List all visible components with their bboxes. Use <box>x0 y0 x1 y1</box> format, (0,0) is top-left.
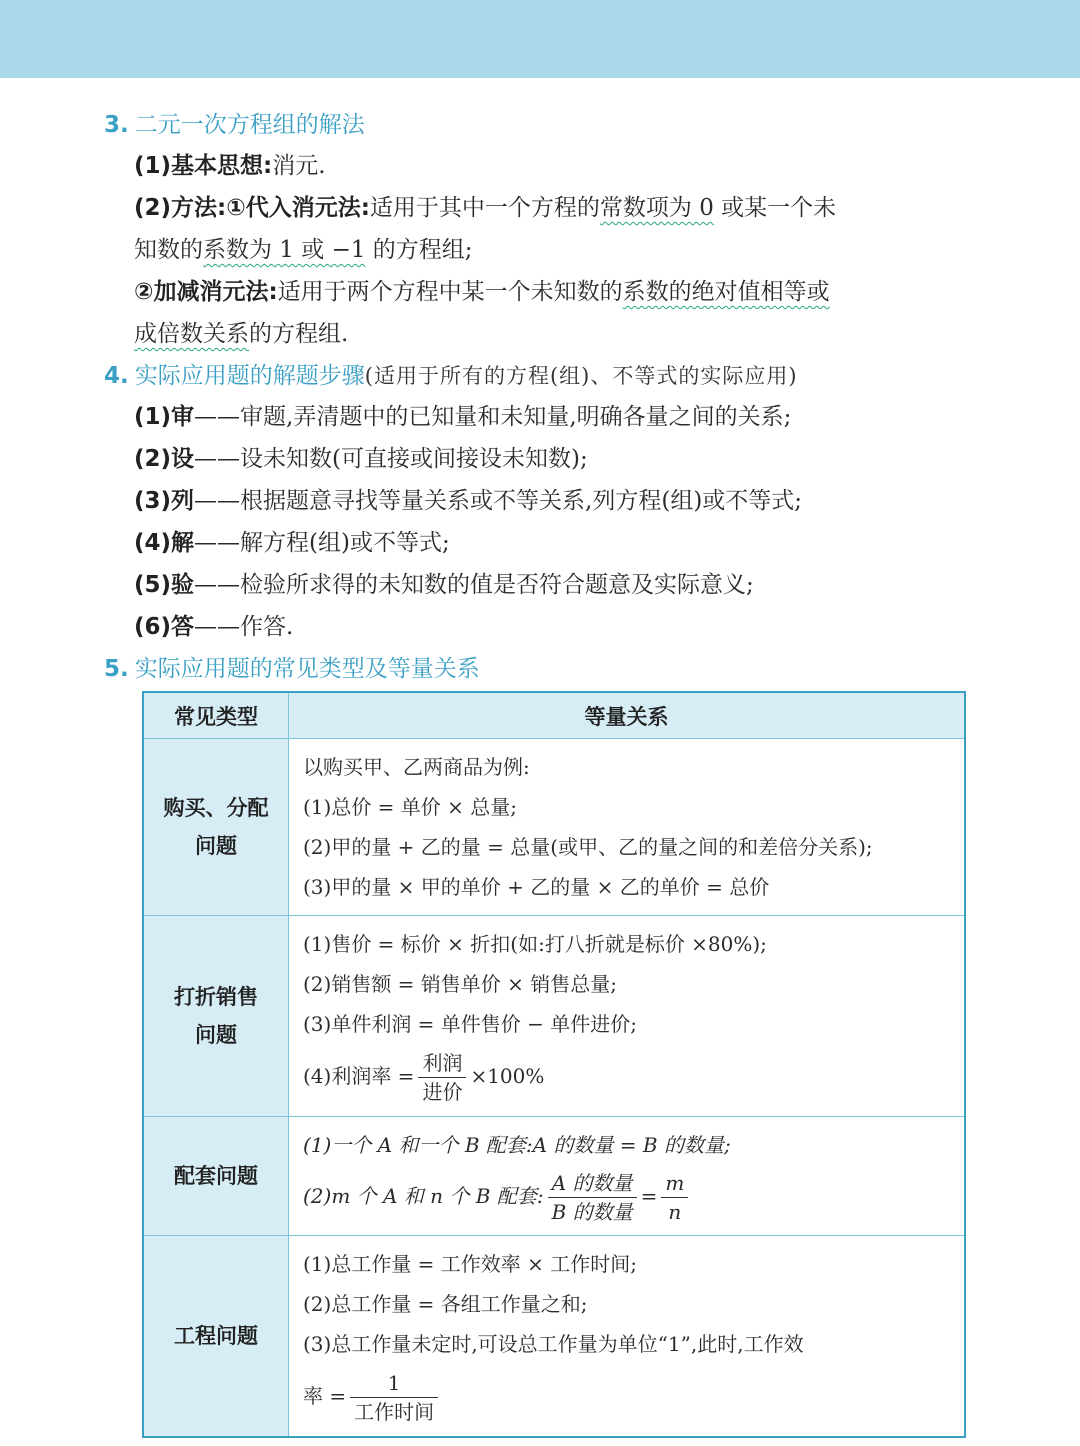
step-1: (1)审——审题,弄清题中的已知量和未知量,明确各量之间的关系; <box>134 404 792 430</box>
sec3-line-1: (1)基本思想:消元. <box>134 153 326 179</box>
row-relations-engineering: (1)总工作量 = 工作效率 × 工作时间; (2)总工作量 = 各组工作量之和; (3)总工作量未定时,可设总工作量为单位“1”,此时,工作效 率 = $\frac{1}{\text{工作时间}}$ <box>289 1236 966 1438</box>
table-row <box>143 1117 965 1236</box>
table-row <box>143 1236 965 1438</box>
section-4-title: 4. 实际应用题的解题步骤(适用于所有的方程(组)、不等式的实际应用) <box>104 363 798 389</box>
header-type: 常见类型 <box>143 692 289 739</box>
profit-rate-formula: (4)利润率 = $\frac{\text{利润}}{\text{进价}}$ ×100% <box>303 1051 545 1104</box>
row-type-discount: 打折销售 问题 <box>143 916 289 1117</box>
fraction: $\frac{1}{\text{工作时间}}$ <box>350 1369 438 1426</box>
efficiency-formula: 率 = $\frac{1}{\text{工作时间}}$ <box>303 1364 964 1428</box>
sec3-line-5: 成倍数关系的方程组. <box>134 321 349 347</box>
row-relations-purchase: 以购买甲、乙两商品为例: (1)总价 = 单价 × 总量; (2)甲的量 + 乙的量 = 总量(或甲、乙的量之间的和差倍分关系); (3)甲的量 × 甲的单价 + 乙的量 × 乙的单价 = 总价 <box>289 739 966 916</box>
sec3-line-4: ②加减消元法:适用于两个方程中某一个未知数的系数的绝对值相等或 <box>134 279 830 305</box>
table-row <box>143 739 965 916</box>
sec3-line-2: (2)方法:①代入消元法:适用于其中一个方程的常数项为 0 或某一个未 <box>134 195 837 221</box>
step-4: (4)解——解方程(组)或不等式; <box>134 530 450 556</box>
relations-table <box>142 691 966 1438</box>
row-type-purchase: 购买、分配 问题 <box>143 739 289 916</box>
step-6: (6)答——作答. <box>134 614 294 640</box>
header-band <box>0 0 1080 78</box>
step-3: (3)列——根据题意寻找等量关系或不等关系,列方程(组)或不等式; <box>134 488 803 514</box>
header-relation: 等量关系 <box>289 692 966 739</box>
section-5-title: 5. 实际应用题的常见类型及等量关系 <box>104 656 480 682</box>
matching-formula: (2)m 个 A 和 n 个 B 配套: $\frac{\text{A 的数量}}{\text{B 的数量}}$ = $\frac{m}{n}$ <box>303 1165 964 1227</box>
row-relations-matching: (1)一个 A 和一个 B 配套:A 的数量 = B 的数量; (2)m 个 A 和 n 个 B 配套: $\frac{\text{A 的数量}}{\text{B 的数量}}$ = $\frac{m}{n}$ <box>289 1117 966 1236</box>
row-type-engineering: 工程问题 <box>143 1236 289 1438</box>
step-5: (5)验——检验所求得的未知数的值是否符合题意及实际意义; <box>134 572 754 598</box>
row-relations-discount: (1)售价 = 标价 × 折扣(如:打八折就是标价 ×80%); (2)销售额 = 销售单价 × 销售总量; (3)单件利润 = 单件售价 − 单件进价; (4)利润率 = $\frac{\text{利润}}{\text{进价}}$ ×100% <box>289 916 966 1117</box>
fraction: $\frac{m}{n}$ <box>661 1169 688 1226</box>
sec3-line-3: 知数的系数为 1 或 −1 的方程组; <box>134 237 473 263</box>
table-row <box>143 916 965 1117</box>
row-type-matching: 配套问题 <box>143 1117 289 1236</box>
fraction: $\frac{\text{利润}}{\text{进价}}$ <box>418 1049 466 1106</box>
section-3-title: 3. 二元一次方程组的解法 <box>104 112 365 138</box>
fraction: $\frac{\text{A 的数量}}{\text{B 的数量}}$ <box>548 1169 637 1226</box>
step-2: (2)设——设未知数(可直接或间接设未知数); <box>134 446 588 472</box>
table-header-row <box>143 692 965 739</box>
